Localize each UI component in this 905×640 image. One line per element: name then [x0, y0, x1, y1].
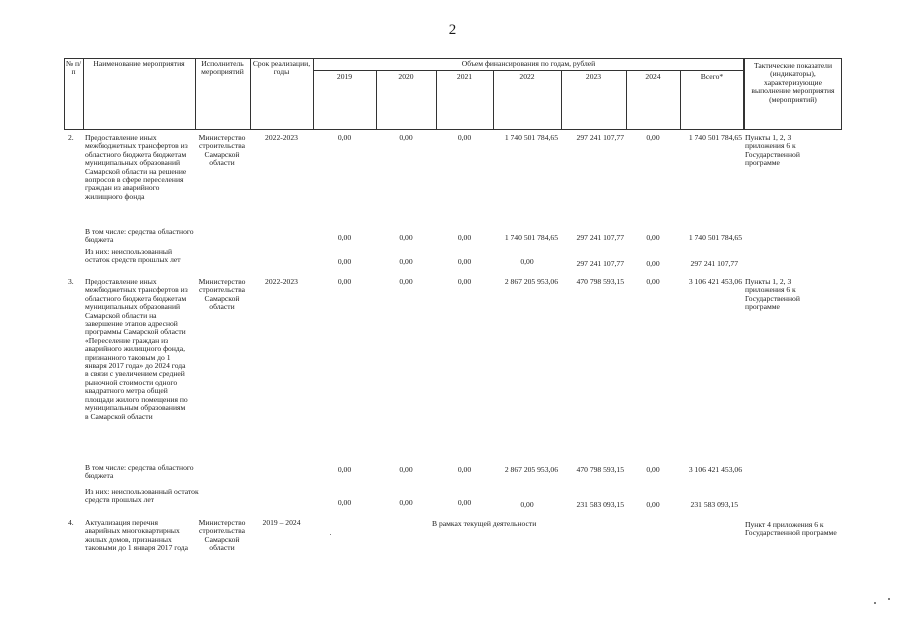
row-3-val-2021: 0,00 — [457, 277, 472, 286]
row-3-sub2-2019: 0,00 — [337, 498, 352, 507]
row-2-val-total: 1 740 501 784,65 — [688, 133, 742, 142]
row-3-sub2-label: Из них: неиспользованный остаток средств прошлых лет — [85, 487, 199, 505]
row-2-val-2020: 0,00 — [399, 133, 413, 142]
row-3-sub1-label: В том числе: средства областного бюджета — [85, 463, 194, 481]
header-term: Срок реализации, годы — [252, 59, 311, 77]
header-executor: Исполнитель мероприятий — [201, 59, 244, 77]
row-4-name: Актуализация перечня аварийных многоквартирных жилых домов, признанных таковыми до 1 января 2017 года — [85, 518, 189, 553]
row-2-sub2-2022: 0,00 — [520, 257, 534, 266]
row-3-num: 3. — [68, 277, 74, 286]
header-year-2021: 2021 — [456, 72, 473, 81]
header-year-2022: 2022 — [519, 72, 535, 81]
scan-speck — [330, 534, 331, 535]
row-3-sub1-2019: 0,00 — [337, 465, 352, 474]
row-2-num: 2. — [68, 133, 74, 142]
row-4-funding-note: В рамках текущей деятельности — [432, 519, 537, 528]
row-2-val-2022: 1 740 501 784,65 — [504, 133, 558, 142]
row-3-val-2024: 0,00 — [646, 277, 660, 286]
table-header — [64, 58, 744, 130]
row-3-val-2019: 0,00 — [337, 277, 352, 286]
header-year-2024: 2024 — [645, 72, 661, 81]
row-2-sub2-2024: 0,00 — [646, 259, 660, 268]
scan-speck — [874, 602, 876, 604]
row-2-val-2019: 0,00 — [337, 133, 352, 142]
row-2-val-2024: 0,00 — [646, 133, 660, 142]
row-3-sub2-2022: 0,00 — [520, 500, 534, 509]
row-2-sub2-2023: 297 241 107,77 — [576, 259, 624, 268]
header-year-2020: 2020 — [398, 72, 414, 81]
row-2-sub2-2019: 0,00 — [337, 257, 352, 266]
row-2-sub2-label: Из них: неиспользованный остаток средств прошлых лет — [85, 247, 181, 265]
row-2-sub1-2022: 1 740 501 784,65 — [504, 233, 558, 242]
row-4-num: 4. — [68, 518, 74, 527]
row-2-sub1-2019: 0,00 — [337, 233, 352, 242]
row-3-sub2-2023: 231 583 093,15 — [576, 500, 624, 509]
row-3-sub1-2020: 0,00 — [399, 465, 413, 474]
row-2-sub1-2021: 0,00 — [457, 233, 472, 242]
row-3-sub1-2024: 0,00 — [646, 465, 660, 474]
row-3-name: Предоставление иных межбюджетных трансфертов из областного бюджета бюджетам муниципальных образований Самарской области на завершение этапов адресной программы Самарской области «Переселение граждан из аварийного жилищного фонда, признанного таковым до 1 января 2017 года» до 2024 года в связи с увеличением средней рыночной стоимости одного квадратного метра общей площади жилого помещения по муниципальным образованиям в Самарской области — [85, 277, 188, 421]
header-year-2023: 2023 — [585, 72, 602, 81]
row-4-term: 2019 – 2024 — [262, 518, 301, 527]
row-2-term: 2022-2023 — [265, 133, 298, 142]
header-total: Всего* — [700, 72, 724, 81]
row-3-val-2020: 0,00 — [399, 277, 413, 286]
row-2-sub1-label: В том числе: средства областного бюджета — [85, 227, 194, 245]
row-3-sub1-2022: 2 867 205 953,06 — [504, 465, 558, 474]
row-4-indicator: Пункт 4 приложения 6 к Государственной программе — [745, 520, 837, 538]
header-name: Наименование мероприятия — [93, 59, 185, 68]
row-3-val-total: 3 106 421 453,06 — [688, 277, 742, 286]
row-3-sub1-total: 3 106 421 453,06 — [688, 465, 742, 474]
row-2-val-2021: 0,00 — [457, 133, 472, 142]
row-2-sub1-2023: 297 241 107,77 — [576, 233, 624, 242]
row-4-executor: Министерство строительства Самарской области — [198, 518, 246, 553]
row-3-sub2-2020: 0,00 — [399, 498, 413, 507]
row-3-executor: Министерство строительства Самарской области — [198, 277, 246, 312]
header-funding-title: Объем финансирования по годам, рублей — [461, 59, 596, 68]
row-2-sub1-2020: 0,00 — [399, 233, 413, 242]
row-3-sub2-2021: 0,00 — [457, 498, 472, 507]
row-3-indicator: Пункты 1, 2, 3 приложения 6 к Государственной программе — [745, 277, 800, 312]
row-3-sub1-2023: 470 798 593,15 — [576, 465, 624, 474]
header-indicators: Тактические показатели (индикаторы), характеризующие выполнение мероприятия (мероприятий) — [751, 61, 835, 104]
row-2-sub1-total: 1 740 501 784,65 — [688, 233, 742, 242]
row-3-val-2023: 470 798 593,15 — [576, 277, 624, 286]
row-2-executor: Министерство строительства Самарской области — [198, 133, 246, 168]
row-2-indicator: Пункты 1, 2, 3 приложения 6 к Государственной программе — [745, 133, 800, 168]
row-2-sub1-2024: 0,00 — [646, 233, 660, 242]
row-2-sub2-total: 297 241 107,77 — [690, 259, 738, 268]
row-3-term: 2022-2023 — [265, 277, 298, 286]
row-3-sub2-total: 231 583 093,15 — [690, 500, 738, 509]
row-2-sub2-2020: 0,00 — [399, 257, 413, 266]
header-num: № п/п — [65, 59, 82, 77]
row-2-val-2023: 297 241 107,77 — [576, 133, 624, 142]
header-year-2019: 2019 — [336, 72, 353, 81]
row-3-sub1-2021: 0,00 — [457, 465, 472, 474]
row-3-sub2-2024: 0,00 — [646, 500, 660, 509]
row-3-val-2022: 2 867 205 953,06 — [504, 277, 558, 286]
page-number: 2 — [448, 22, 457, 38]
row-2-name: Предоставление иных межбюджетных трансфертов из областного бюджета бюджетам муниципальных образований Самарской области на решение вопросов в сфере переселения граждан из аварийного жилищного фонда — [85, 133, 188, 201]
scan-speck — [888, 598, 890, 600]
row-2-sub2-2021: 0,00 — [457, 257, 472, 266]
